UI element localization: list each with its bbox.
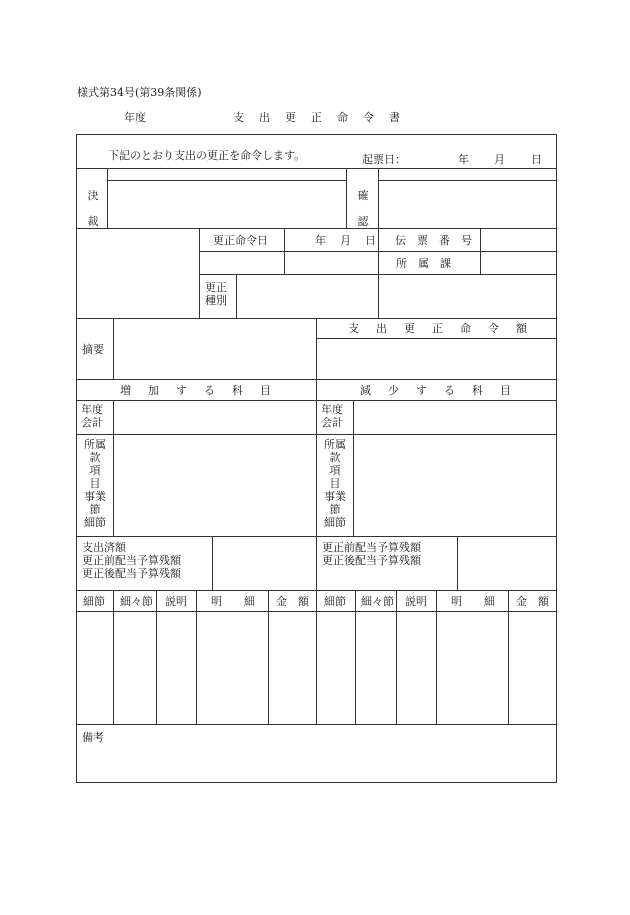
correction-date-year: 年 xyxy=(315,234,326,247)
remarks-label: 備考 xyxy=(82,731,104,744)
form-number: 様式第34号(第39条関係) xyxy=(77,86,202,99)
fiscal-year-label: 年度 xyxy=(124,111,146,124)
col-kingaku-left: 金 額 xyxy=(276,595,309,608)
fiscal-account-label-right: 年度 会計 xyxy=(321,403,343,429)
voucher-number-label: 伝 票 番 号 xyxy=(395,234,472,247)
col-meisai-right: 明 細 xyxy=(451,595,495,608)
confirm-label: 確 認 xyxy=(357,189,369,228)
intro-text: 下記のとおり支出の更正を命令します。 xyxy=(108,149,306,162)
col-saisaisetsu-right: 細々節 xyxy=(361,595,394,608)
form-title: 支 出 更 正 命 令 書 xyxy=(233,111,402,124)
department-label: 所 属 課 xyxy=(396,257,451,270)
col-setsumei-left: 説明 xyxy=(165,595,187,608)
classification-labels-right: 所属 款 項 目 事業 節 細節 xyxy=(324,438,346,529)
fiscal-account-label-left: 年度 会計 xyxy=(81,403,103,429)
col-meisai-left: 明 細 xyxy=(211,595,255,608)
draft-date-month: 月 xyxy=(494,153,505,166)
correction-date-day: 日 xyxy=(365,234,376,247)
classification-labels-left: 所属 款 項 目 事業 節 細節 xyxy=(84,438,106,529)
draft-date-year: 年 xyxy=(458,153,469,166)
approval-label: 決 裁 xyxy=(87,189,99,228)
draft-date-day: 日 xyxy=(531,153,542,166)
increase-subject-label: 増 加 す る 科 目 xyxy=(120,384,274,397)
correction-amount-label: 支 出 更 正 命 令 額 xyxy=(348,322,530,335)
summary-label: 摘要 xyxy=(82,343,104,356)
budget-labels-right: 更正前配当予算残額 更正後配当予算残額 xyxy=(322,541,421,567)
col-setsumei-right: 説明 xyxy=(405,595,427,608)
correction-type-label: 更正 種別 xyxy=(205,281,227,307)
col-saisaisetsu-left: 細々節 xyxy=(120,595,153,608)
col-kingaku-right: 金 額 xyxy=(516,595,549,608)
col-saisetsu-right: 細節 xyxy=(324,595,346,608)
correction-date-month: 月 xyxy=(340,234,351,247)
draft-date-label: 起票日： xyxy=(362,153,406,166)
correction-date-label: 更正命令日 xyxy=(213,234,268,247)
decrease-subject-label: 減 少 す る 科 目 xyxy=(360,384,514,397)
col-saisetsu-left: 細節 xyxy=(83,595,105,608)
budget-labels-left: 支出済額 更正前配当予算残額 更正後配当予算残額 xyxy=(82,541,181,580)
